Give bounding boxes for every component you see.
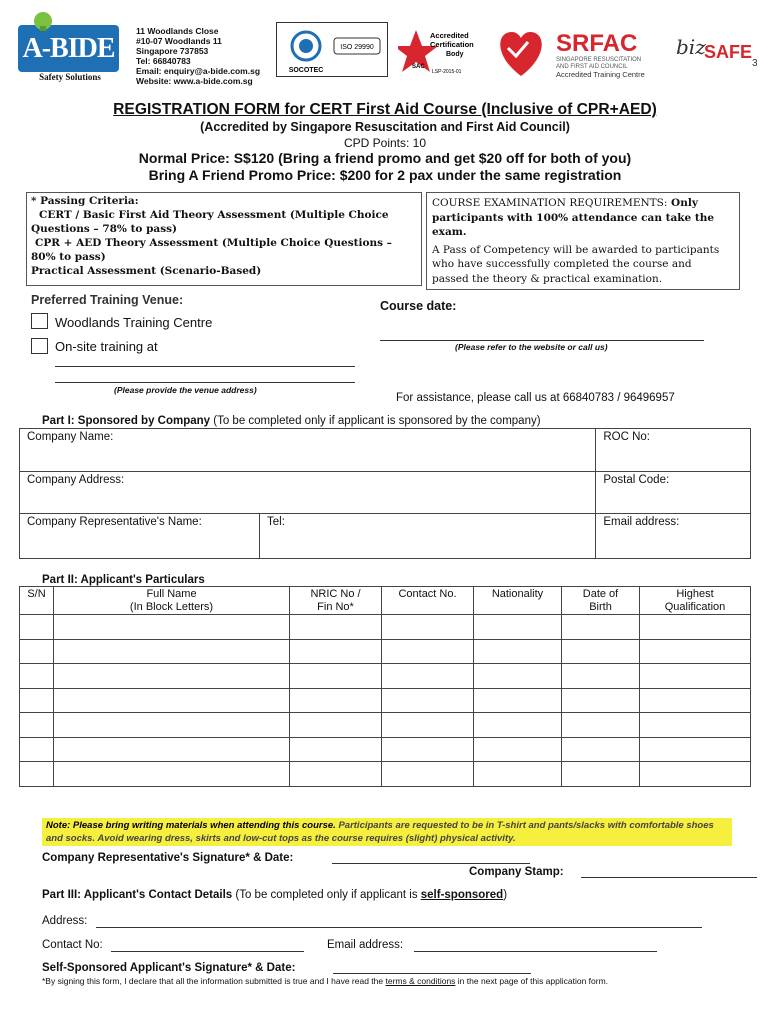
venue-address-line-2[interactable] [55, 382, 355, 383]
table-cell[interactable] [20, 688, 54, 713]
criteria-line: CPR + AED Theory Assessment (Multiple Choice Questions – [35, 237, 392, 249]
course-date-hint: (Please refer to the website or call us) [455, 342, 608, 352]
cpd-points: CPD Points: 10 [343, 136, 427, 150]
table-cell[interactable] [474, 713, 562, 738]
table-cell[interactable] [382, 737, 474, 762]
table-cell[interactable] [562, 762, 640, 787]
lightbulb-icon [30, 10, 56, 32]
address-line: #10-07 Woodlands 11 [136, 36, 222, 46]
company-name-label: Company Name: [27, 431, 114, 443]
part1-note: (To be completed only if applicant is sponsored by the company) [210, 415, 541, 427]
table-cell[interactable] [20, 639, 54, 664]
roc-label: ROC No: [603, 431, 650, 443]
table-cell[interactable] [640, 615, 751, 640]
req-bold: Only [667, 197, 698, 209]
table-cell[interactable] [474, 639, 562, 664]
company-stamp-label: Company Stamp: [469, 866, 564, 878]
course-date-field[interactable] [380, 340, 704, 341]
bizsafe-level: 3 [752, 58, 758, 69]
table-cell[interactable] [474, 688, 562, 713]
email-label-p3: Email address: [327, 939, 404, 951]
col-header-full-name: Full Name (In Block Letters) [54, 587, 290, 615]
table-cell[interactable] [562, 688, 640, 713]
part3-self: self-sponsored [420, 889, 504, 901]
table-cell[interactable] [382, 615, 474, 640]
passing-criteria-box [26, 192, 422, 286]
company-name-cell[interactable] [20, 429, 596, 472]
table-row [20, 762, 751, 787]
table-cell[interactable] [290, 639, 382, 664]
table-cell[interactable] [474, 615, 562, 640]
socotec-iso-certification-logo [276, 22, 388, 77]
decl-post: in the next page of this application form. [455, 976, 609, 986]
col-header-nationality: Nationality [474, 587, 562, 615]
logo-text: A-BIDE [22, 32, 115, 64]
logo-tagline: Safety Solutions [39, 72, 101, 82]
criteria-line: Practical Assessment (Scenario-Based) [31, 265, 262, 277]
company-address-block [136, 26, 260, 86]
normal-price: Normal Price: S$120 (Bring a friend promo and get $20 off for both of you) [138, 150, 632, 166]
table-cell[interactable] [640, 737, 751, 762]
table-row [20, 639, 751, 664]
table-cell[interactable] [20, 713, 54, 738]
promo-price: Bring A Friend Promo Price: $200 for 2 pax under the same registration [148, 167, 622, 183]
table-cell[interactable] [54, 688, 290, 713]
form-subtitle: (Accredited by Singapore Resuscitation and First Aid Council) [200, 120, 570, 134]
part3-note: (To be completed only if applicant is [232, 889, 421, 901]
roc-cell[interactable] [596, 429, 751, 472]
req-bold: exam. [432, 226, 467, 239]
table-cell[interactable] [20, 615, 54, 640]
table-cell[interactable] [54, 615, 290, 640]
table-cell[interactable] [474, 762, 562, 787]
criteria-heading: * Passing Criteria: [31, 195, 139, 207]
req-line: A Pass of Competency will be awarded to participants [432, 243, 720, 256]
self-signature-field[interactable] [333, 973, 531, 974]
company-details-table [19, 428, 751, 559]
table-cell[interactable] [382, 713, 474, 738]
col-header-dob: Date of Birth [562, 587, 640, 615]
address-line: 11 Woodlands Close [136, 26, 219, 36]
address-field[interactable] [96, 927, 702, 928]
socotec-text: SOCOTEC [288, 67, 324, 74]
table-cell[interactable] [382, 639, 474, 664]
email-cell[interactable] [596, 514, 751, 559]
phone-line: Tel: 66840783 [136, 56, 191, 66]
table-cell[interactable] [382, 762, 474, 787]
table-cell[interactable] [290, 688, 382, 713]
srfac-title: SRFAC [556, 30, 638, 57]
dress-code-note [42, 818, 732, 846]
col-header-sn: S/N [20, 587, 54, 615]
applicant-particulars-table [19, 586, 751, 787]
req-prefix: COURSE EXAMINATION REQUIREMENTS: [432, 197, 668, 209]
part3-close: ) [503, 889, 508, 901]
table-cell[interactable] [474, 737, 562, 762]
table-cell[interactable] [562, 664, 640, 689]
table-row [20, 688, 751, 713]
table-cell[interactable] [54, 639, 290, 664]
srfac-line1: SINGAPORE RESUSCITATION [556, 57, 642, 63]
srfac-line2: AND FIRST AID COUNCIL [556, 64, 628, 70]
rep-name-label: Company Representative's Name: [27, 516, 202, 528]
table-cell[interactable] [54, 762, 290, 787]
table-cell[interactable] [562, 713, 640, 738]
req-line: passed the theory & practical examination. [432, 272, 663, 285]
sac-code: LSP-2015-01 [432, 69, 462, 75]
venue-hint: (Please provide the venue address) [114, 385, 257, 395]
sac-line3: Body [446, 51, 464, 58]
note-bold: Note: Please bring writing materials when attending this course. [46, 820, 336, 831]
table-row [20, 664, 751, 689]
part1-heading [42, 415, 541, 427]
company-address-cell[interactable] [20, 472, 596, 514]
company-address-label: Company Address: [27, 474, 125, 486]
col-header-nric: NRIC No / Fin No* [290, 587, 382, 615]
sac-abbr: SAC [412, 64, 425, 70]
table-cell[interactable] [54, 737, 290, 762]
contact-label: Contact No: [42, 939, 103, 951]
note-rest: Participants are requested to be in T-shirt and pants/slacks with comfortable shoes and socks. Avoid wearing dress, skirts and low-cut tops as the course requires (slight) physical activity. [46, 820, 714, 844]
company-stamp-field[interactable] [581, 877, 757, 878]
onsite-checkbox[interactable] [31, 338, 48, 354]
course-date-label: Course date: [380, 299, 457, 313]
criteria-line: CERT / Basic First Aid Theory Assessment (Multiple Choice [39, 209, 389, 221]
postal-code-label: Postal Code: [603, 474, 670, 486]
part1-title: Part I: Sponsored by Company [42, 415, 211, 427]
table-cell[interactable] [562, 639, 640, 664]
address-label: Address: [42, 915, 88, 927]
table-cell[interactable] [20, 664, 54, 689]
part3-title: Part III: Applicant's Contact Details [42, 889, 233, 901]
declaration-text [42, 976, 608, 986]
table-cell[interactable] [562, 615, 640, 640]
table-cell[interactable] [290, 713, 382, 738]
decl-pre: *By signing this form, I declare that all the information submitted is true and I have read the [42, 976, 386, 986]
website-line: Website: www.a-bide.com.sg [136, 76, 253, 86]
woodlands-option-label: Woodlands Training Centre [55, 315, 213, 330]
table-cell[interactable] [20, 737, 54, 762]
criteria-line: Questions – 78% to pass) [31, 223, 178, 235]
tel-label: Tel: [267, 516, 285, 528]
terms-link[interactable]: terms & conditions [385, 976, 456, 986]
contact-field[interactable] [111, 951, 304, 952]
table-cell[interactable] [640, 762, 751, 787]
table-cell[interactable] [640, 664, 751, 689]
rep-name-cell[interactable] [20, 514, 260, 559]
table-cell[interactable] [290, 664, 382, 689]
srfac-line3: Accredited Training Centre [556, 70, 645, 79]
table-header-row [20, 587, 751, 615]
email-field[interactable] [414, 951, 657, 952]
table-row [20, 713, 751, 738]
self-signature-label: Self-Sponsored Applicant's Signature* & Date: [42, 962, 296, 974]
table-cell[interactable] [20, 762, 54, 787]
table-cell[interactable] [474, 664, 562, 689]
req-line: who have successfully completed the course and [432, 258, 692, 271]
table-cell[interactable] [640, 713, 751, 738]
table-cell[interactable] [562, 737, 640, 762]
bizsafe-safe: SAFE [704, 42, 753, 62]
address-line: Singapore 737853 [136, 46, 209, 56]
sac-accreditation-logo [398, 26, 484, 76]
part3-heading [42, 889, 507, 901]
venue-address-line-1[interactable] [55, 366, 355, 367]
company-signature-field[interactable] [332, 863, 530, 864]
onsite-option-label: On-site training at [55, 339, 158, 354]
sac-line2: Certification [430, 40, 474, 49]
sac-line1: Accredited [430, 31, 469, 40]
email-label: Email address: [603, 516, 680, 528]
venue-label: Preferred Training Venue: [31, 293, 184, 307]
table-cell[interactable] [290, 762, 382, 787]
iso-text: ISO 29990 [340, 44, 374, 51]
tel-cell[interactable] [260, 514, 596, 559]
req-bold: participants with 100% attendance can take the [432, 211, 715, 224]
col-header-qualification: Highest Qualification [640, 587, 751, 615]
table-cell[interactable] [382, 688, 474, 713]
criteria-line: 80% to pass) [31, 251, 106, 263]
table-cell[interactable] [54, 664, 290, 689]
form-title: REGISTRATION FORM for CERT First Aid Course (Inclusive of CPR+AED) [113, 101, 657, 118]
table-row [20, 615, 751, 640]
postal-code-cell[interactable] [596, 472, 751, 514]
table-cell[interactable] [640, 688, 751, 713]
company-signature-label: Company Representative's Signature* & Date: [42, 852, 294, 864]
srfac-logo [494, 26, 669, 81]
exam-requirements-box [426, 192, 740, 290]
table-cell[interactable] [54, 713, 290, 738]
bizsafe-logo [674, 26, 759, 76]
table-row [20, 737, 751, 762]
woodlands-checkbox[interactable] [31, 313, 48, 329]
table-cell[interactable] [640, 639, 751, 664]
a-bide-logo [18, 25, 119, 72]
table-cell[interactable] [290, 737, 382, 762]
bizsafe-biz: biz [676, 35, 706, 59]
col-header-contact: Contact No. [382, 587, 474, 615]
table-cell[interactable] [290, 615, 382, 640]
table-cell[interactable] [382, 664, 474, 689]
assistance-text: For assistance, please call us at 66840783 / 96496957 [396, 392, 675, 404]
part2-title: Part II: Applicant's Particulars [42, 574, 205, 586]
email-line: Email: enquiry@a-bide.com.sg [136, 66, 261, 76]
